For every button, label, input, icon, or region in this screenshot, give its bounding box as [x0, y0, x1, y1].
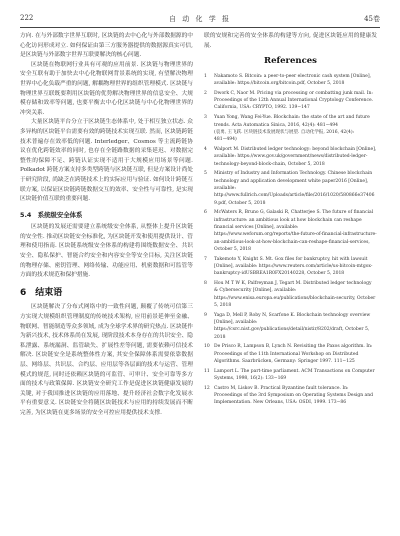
paragraph: 方向. 在与外部数字世界互联时, 区块链的去中心化与外部数据源的中心化访问形成对立. 如何保证由第三方服务器提供的数据源真实可信, 是区块链与外部数字世界互联要解决的核心问题. — [20, 33, 193, 59]
reference-item — [204, 73, 377, 88]
reference-text: Nakamoto S. Bitcoin: a peer-to-peer electronic cash system [Online], available: https://bitcoin.org/bitcoin.pdf, October 5, 2018 — [214, 73, 372, 87]
reference-number: 11 — [204, 368, 210, 374]
reference-item — [204, 280, 377, 309]
reference-number: 7 — [204, 256, 207, 262]
reference-text: Walport M. Distributed ledger technology: beyond blockchain [Online], available: https://www.gov.uk/government/news/distributed-ledger-technology-beyond-block-chain, October 5, 2018 — [214, 146, 377, 167]
paragraph: 联的安规和完善的安全体系的构建等方向, 促进区块链应用的健康发展. — [204, 33, 377, 49]
reference-number: 6 — [204, 210, 207, 216]
reference-list — [204, 73, 377, 407]
subsection-heading: 5.4 系统级安全体系 — [20, 210, 83, 219]
reference-text: Hou M T W K, Palfreyman J, Tegart M. Distributed ledger technology & Cybersecurity [Online], available: https://www.enisa.europa.eu/publications/blockchain-security, October 5, 2018 — [214, 281, 376, 308]
reference-item — [204, 368, 377, 383]
reference-number: 2 — [204, 90, 207, 96]
paragraph: 区块链在物联网行业具有可观的应用前景. 区块链与物理世界的安全互联有助于加快去中心化物联网背景系统的实现, 有望解决物理世界中心化负载严重的问题, 解耦物理世界的组织管理模式. 区块链与物理世界互联既要利用区块链的优势解决物理世界的信息安全、大规模存储和效率等问题, 也要平衡去中心化区块链与中心化物理世界的冲突关系. — [20, 61, 193, 116]
paragraph: 区块链的发展还需要建立系统级安全体系, 从整体上提升区块链的安全性. 推动区块链安全标准化, 为区块链开发和使用提供设计、管理和使用指南. 区块链系统级安全体系的构建将围绕数据安全、共识安全、隐私保护、智能合约安全和内容安全等安全目标, 关注区块链的物理存储、密钥管理、网络传输、功能应用、机密数据和可监管等方面的技术规范和保护措施. — [20, 224, 193, 279]
page-number: 222 — [20, 14, 34, 22]
reference-item — [204, 170, 377, 206]
reference-item — [204, 90, 377, 112]
reference-text: Yuan Yong, Wang Fei-Yue. Blockchain: the state of the art and future trends. Acta Automatica Sinica, 2016, 42(4): 481−494 (袁勇, 王飞跃. 区块链技术发展现状与展望. 自动化学报, 2016, 42(4): 481−494) — [214, 115, 370, 143]
volume-label: 45卷 — [364, 15, 380, 23]
reference-item — [204, 385, 377, 407]
reference-item — [204, 146, 377, 168]
paragraph: 大量区块链平台分立于区块链生态体系中, 处于相互独立状态. 众多异构的区块链平台需要有效的跨链技术实现互联. 然而, 区块链跨链技术普遍存在效率低的问题. Interledger、Cosmos 等主流跨链协议在优化跨链效率的同时, 也存在全链路数据的采集延迟、对数据完整性的保障不足、跨链认证实现不适用于大规模应用场景等问题. Polkadot 跨链方案支持多类型跨链与区块链互联, 但是方案设计尚处于研究阶段, 尚缺乏在跨链技术上的实际应用与验证. 如何设计跨链互联方案, 以保证区块链跨链数据交互的效率、安全性与可靠性, 是实现区块链价值互联的重要问题. — [20, 119, 193, 203]
running-header — [20, 14, 380, 26]
section-heading: 6 结束语 — [20, 287, 63, 298]
reference-number: 12 — [204, 385, 210, 391]
journal-title: 自 动 化 学 报 — [169, 15, 231, 23]
reference-number: 1 — [204, 73, 207, 79]
left-column — [20, 32, 193, 419]
paragraph: 区块链解决了分布式网络中的一致性问题, 颠覆了传统可信第三方实现大规模组织管理制度的传统技术架构, 应用前景延伸至金融、物联网、智能制造等众多领域, 成为全球学术界的研究热点. 区块链作为新兴技术, 技术体系尚在发展, 现阶段技术本身存在的共识安全、隐私泄露、系统漏洞、监管缺失、扩展性差等问题, 需要依赖可信技术解决. 区块链安全是系统整体性方案, 其安全保障体系需要依靠数据层、网络层、共识层、合约层、应用层等各层面的技术与运营、管理模式的规范, 同时还依赖区块链的可监管、可审计、安全可靠等多方面的技术与政策保障. 区块链安全研究工作是促进区块链健康发展的关键, 对于我国推进区块链的应用落地、提升经济社会数字化发展水平有重要意义. 区块链安全将随区块链技术与应用的持续发展而不断完善, 为区块链在更多场景的安全可控应用提供技术支撑. — [20, 304, 193, 416]
reference-item — [204, 312, 377, 341]
reference-text: Dwork C, Naor M. Pricing via processing or combatting junk mail. In: Proceedings of the 12th Annual International Cryptology Conference. California, USA: CRYPTO, 1992. 139−147 — [214, 90, 374, 111]
reference-number: 3 — [204, 115, 207, 121]
reference-item — [204, 209, 377, 253]
reference-item — [204, 114, 377, 143]
reference-number: 4 — [204, 146, 207, 152]
reference-text: Lamport L. The part-time parliament. ACM Transactions on Computer Systems, 1998, 16(2): 133−169 — [214, 368, 375, 382]
reference-number: 5 — [204, 171, 207, 177]
reference-text: Takemoto Y, Knight S. Mt. Gox files for bankruptcy, hit with lawsuit [Online], available: https://www.reuters.com/article/us-bitcoin-mtgox-bankruptcy-idUSBREA1R0FX20140228, October 5, 2018 — [214, 256, 373, 277]
header-rule — [20, 27, 380, 28]
reference-text: Castro M, Liskov B. Practical Byzantine fault tolerance. In: Proceedings of the 3rd Symposium on Operating Systems Design and Implementation. New Orleans, USA: OSDI, 1999. 173−86 — [214, 385, 373, 406]
reference-number: 8 — [204, 281, 207, 286]
reference-number: 9 — [204, 312, 207, 318]
right-column — [204, 32, 377, 409]
reference-item — [204, 343, 377, 365]
reference-text: Yaga D, Mell P, Roby N, Scarfone K. Blockchain technology overview [Online], available: https://csrc.nist.gov/publications/detail/nistir/8202/draft, October 5, 2018 — [214, 312, 371, 340]
reference-text: Ministry of Industry and Information Technology. Chinese blockchain technology and application development white paper2016 [Online], available: http://www.fullrich.com/Uploads/article/file/2016/1020/580866e374069.pdf, October 5, 2018 — [214, 171, 375, 206]
references-heading: References — [264, 56, 317, 67]
reference-text: De Prisco R, Lampson B, Lynch N. Revisiting the Paxos algorithm. In: Proceedings of the 11th International Workshop on Distributed Algorithms. Saarbrücken, Germany: Springer 1997. 111−125 — [214, 344, 373, 364]
reference-number: 10 — [204, 344, 210, 350]
reference-item — [204, 256, 377, 278]
reference-text: McWaters R, Bruno G, Galaski R, Chatterjee S. The future of financial infrastructure: an ambitious look at how blockchain can reshape financial services [Online], available: https://www.weforum.org/reports/the-future-of-financial-infrastructure-an-ambitious-look-at-how-blockchain-can-reshape-financial-services, October 5, 2018 — [214, 210, 377, 252]
